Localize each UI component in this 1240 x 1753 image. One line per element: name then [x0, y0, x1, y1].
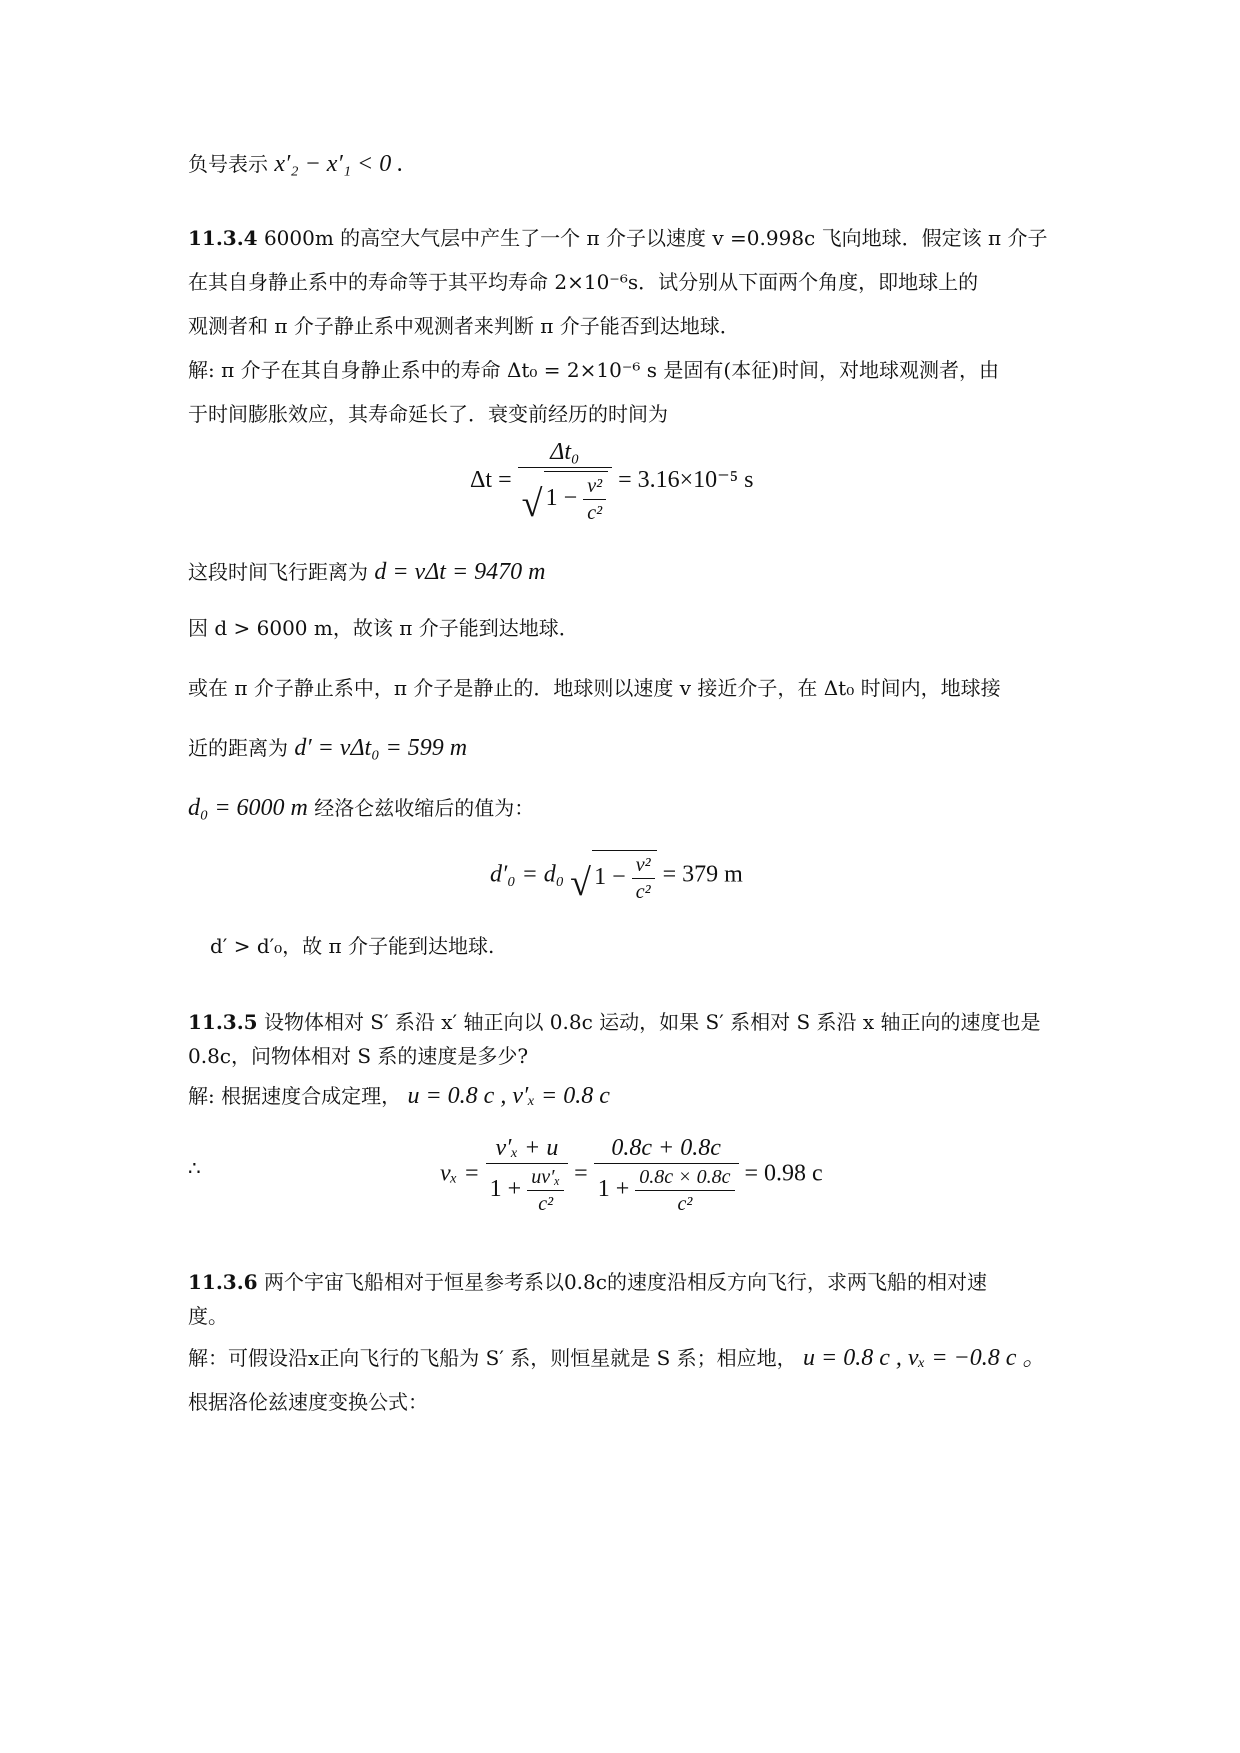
solution-11-3-4-line1: 解: π 介子在其自身静止系中的寿命 Δt₀ = 2×10⁻⁶ s 是固有(本征)时间，对地球观测者，由: [188, 358, 1000, 382]
problem-number: 11.3.4: [188, 226, 258, 250]
problem-11-3-6-line2: 度。: [188, 1304, 228, 1328]
eq-lhs: d′₀ = d₀: [490, 861, 565, 888]
problem-text: 6000m 的高空大气层中产生了一个 π 介子以速度 v =0.998c 飞向地球．假定该 π 介子: [263, 226, 1048, 250]
given-values: u = 0.8 c , v′ₓ = 0.8 c: [407, 1083, 610, 1109]
therefore-symbol: ∴: [188, 1156, 201, 1180]
intro-text: 负号表示: [188, 152, 268, 176]
eq-result: = 0.98 c: [744, 1160, 823, 1187]
time-dilation-equation: [470, 440, 754, 523]
intro-formula: x′₂ − x′₁ < 0 .: [274, 151, 404, 177]
problem-text: 两个宇宙飞船相对于恒星参考系以0.8c的速度沿相反方向飞行，求两飞船的相对速: [263, 1270, 987, 1294]
problem-text: 设物体相对 S′ 系沿 x′ 轴正向以 0.8c 运动，如果 S′ 系相对 S 系沿 x 轴正向的速度也是: [263, 1010, 1041, 1034]
eq-fraction-2: 0.8c + 0.8c 1 + $\frac{0.8c \times 0.8c}{\text{c²}}$: [594, 1136, 739, 1214]
sqrt-radical: √ 1 − $\frac{\text{v²}}{\text{c²}}$: [522, 471, 608, 523]
solution-11-3-4-line2: 于时间膨胀效应，其寿命延长了．衰变前经历的时间为: [188, 402, 668, 426]
problem-number: 11.3.5: [188, 1010, 258, 1034]
comparison-line: 因 d > 6000 m，故该 π 介子能到达地球．: [188, 616, 579, 640]
conclusion-line: d′ > d′₀，故 π 介子能到达地球.: [210, 934, 495, 958]
eq-lhs: vₓ =: [440, 1160, 480, 1187]
sqrt-radical: √ 1 − $\frac{\text{v²}}{\text{c²}}$: [570, 850, 656, 902]
eq-lhs: Δt =: [470, 467, 512, 494]
given-values: u = 0.8 c , vₓ = −0.8 c 。: [803, 1345, 1047, 1371]
distance-line: 这段时间飞行距离为 d = vΔt = 9470 m: [188, 559, 546, 585]
alt-frame-line1: 或在 π 介子静止系中，π 介子是静止的．地球则以速度 v 接近介子，在 Δt₀ 时间内，地球接: [188, 676, 1001, 700]
length-contraction-equation: [490, 850, 743, 902]
lorentz-formula: d₀ = 6000 m: [188, 795, 308, 821]
eq-fraction-1: v′ₓ + u 1 + $\frac{\text{uv′ₓ}}{\text{c²}}$: [486, 1136, 568, 1214]
alt-distance-formula: d′ = vΔt₀ = 599 m: [294, 735, 468, 761]
solution-11-3-6-line2: 根据洛伦兹速度变换公式：: [188, 1390, 428, 1414]
intro-line: [188, 152, 403, 176]
problem-11-3-5-line1: [188, 1012, 1041, 1032]
eq-result: = 379 m: [662, 861, 743, 888]
eq-fraction: [518, 440, 612, 523]
problem-11-3-4-line1: [188, 228, 1047, 248]
lorentz-line: d₀ = 6000 m 经洛仑兹收缩后的值为：: [188, 795, 535, 821]
velocity-addition-equation: vₓ = v′ₓ + u 1 + $\frac{\text{uv′ₓ}}{\text{c²}}$ = 0.8c + 0.8c 1 + $\frac{0.8c \times 0.8c}{\text{c²}}$ = 0.98 c: [440, 1135, 823, 1215]
problem-number: 11.3.6: [188, 1270, 258, 1294]
problem-11-3-4-line2: 在其自身静止系中的寿命等于其平均寿命 2×10⁻⁶s．试分别从下面两个角度，即地球上的: [188, 270, 979, 294]
solution-11-3-6-line1: 解：可假设沿x正向飞行的飞船为 S′ 系，则恒星就是 S 系；相应地， u = 0.8 c , vₓ = −0.8 c 。: [188, 1345, 1047, 1371]
eq-result: = 3.16×10⁻⁵ s: [618, 467, 754, 494]
solution-11-3-5-line1: 解: 根据速度合成定理， u = 0.8 c , v′ₓ = 0.8 c: [188, 1083, 610, 1109]
eq-denominator: [518, 468, 612, 523]
alt-frame-line2: 近的距离为 d′ = vΔt₀ = 599 m: [188, 735, 468, 761]
problem-11-3-5-line2: 0.8c，问物体相对 S 系的速度是多少?: [188, 1044, 529, 1068]
distance-formula: d = vΔt = 9470 m: [374, 559, 546, 585]
problem-11-3-6-line1: [188, 1272, 987, 1292]
problem-11-3-4-line3: 观测者和 π 介子静止系中观测者来判断 π 介子能否到达地球．: [188, 314, 740, 338]
eq-numerator: Δt₀: [518, 440, 612, 468]
